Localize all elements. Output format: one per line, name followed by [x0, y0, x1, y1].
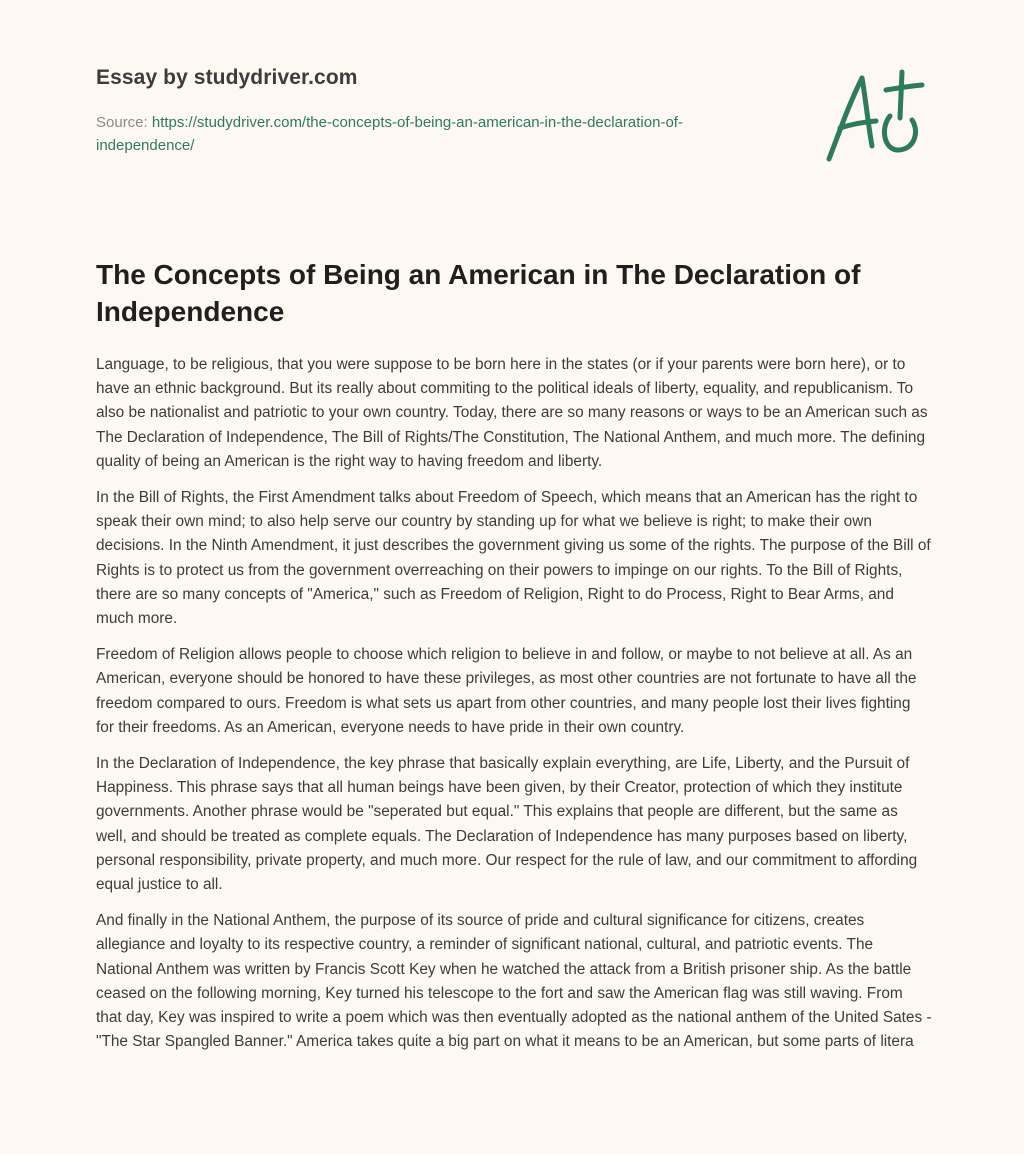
essay-body [96, 353, 932, 1066]
paragraph-4: In the Declaration of Independence, the key phrase that basically explain everything, are Life, Liberty, and the Pursuit of Happiness. This phrase says that all human beings have been given, by their Creator, protection of which they institute governments. Another phrase would be "seperated but equal." This explains that people are different, but the same as well, and should be treated as complete equals. The Declaration of Independence has many purposes based on liberty, personal responsibility, private property, and much more. Our respect for the rule of law, and our commitment to affording equal justice to all. [96, 755, 918, 894]
source-label: Source: [96, 114, 152, 131]
paragraph-3: Freedom of Religion allows people to choose which religion to believe in and follow, or maybe to not believe at all. As an American, everyone should be honored to have these privileges, as most other countries are not fortunate to have all the freedom compared to ours. Freedom is what sets us apart from other countries, and many people lost their lives fighting for their freedoms. As an American, everyone needs to have pride in their own country. [96, 646, 917, 736]
paragraph-2: In the Bill of Rights, the First Amendment talks about Freedom of Speech, which means that an American has the right to speak their own mind; to also help serve our country by standing up for what we believe is right; to make their own decisions. In the Ninth Amendment, it just describes the government giving us some of the rights. The purpose of the Bill of Rights is to protect us from the government overreaching on their powers to impinge on our rights. To the Bill of Rights, there are so many concepts of "America," such as Freedom of Religion, Right to do Process, Right to Bear Arms, and much more. [96, 489, 931, 628]
a-plus-logo-icon [824, 66, 928, 166]
site-title: Essay by studydriver.com [96, 66, 358, 89]
paragraph-5: And finally in the National Anthem, the purpose of its source of pride and cultural significance for citizens, creates allegiance and loyalty to its respective country, a reminder of significant national, cultural, and patriotic events. The National Anthem was written by Francis Scott Key when he watched the attack from a British prisoner ship. As the battle ceased on the following morning, Key turned his telescope to the fort and saw the American flag was still waving. From that day, Key was inspired to write a poem which was then eventually adopted as the national anthem of the United Sates - "The Star Spangled Banner." America takes quite a big part on what it means to be an American, but some parts of litera [96, 912, 932, 1051]
paragraph-1: Language, to be religious, that you were suppose to be born here in the states (or if your parents were born here), or to have an ethnic background. But its really about commiting to the political ideals of liberty, equality, and republicanism. To also be nationalist and patriotic to your own country. Today, there are so many reasons or ways to be an American such as The Declaration of Independence, The Bill of Rights/The Constitution, The National Anthem, and much more. The defining quality of being an American is the right way to having freedom and liberty. [96, 356, 928, 470]
page-title: The Concepts of Being an American in The Declaration of Independence [96, 259, 861, 327]
source-line [96, 111, 756, 157]
source-link[interactable]: https://studydriver.com/the-concepts-of-being-an-american-in-the-declaration-of-independence/ [96, 114, 683, 154]
